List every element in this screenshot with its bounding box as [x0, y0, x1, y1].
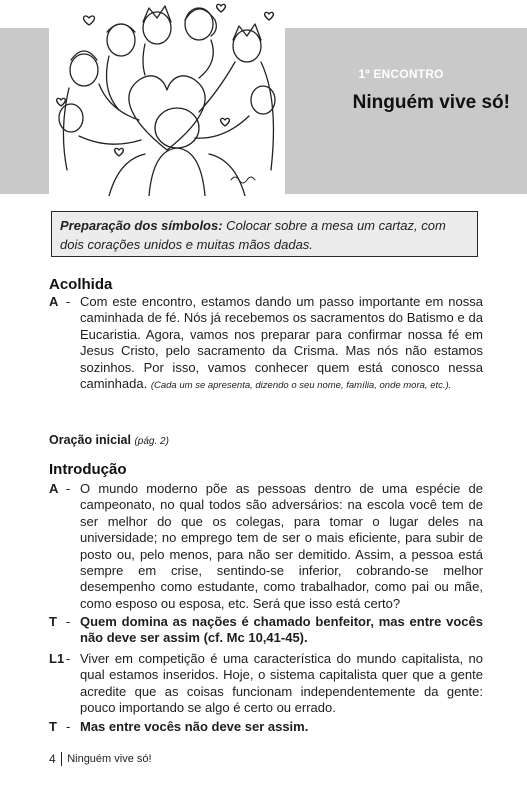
- speaker-dash: -: [66, 294, 71, 309]
- page-footer: [49, 752, 152, 766]
- speaker-label: T: [49, 614, 57, 629]
- acolhida-paragraph: [49, 294, 483, 394]
- item-text: Quem domina as nações é chamado benfeitor, mas entre vocês não deve ser assim (cf. Mc 10,41-45).: [80, 614, 483, 646]
- speaker-label: A: [49, 481, 59, 496]
- oracao-label: Oração inicial: [49, 433, 131, 447]
- footer-title: Ninguém vive só!: [67, 753, 152, 765]
- speaker-dash: -: [66, 651, 71, 666]
- section-heading-introducao: Introdução: [49, 461, 127, 478]
- speaker-label: A: [49, 294, 59, 309]
- acolhida-note: (Cada um se apresenta, dizendo o seu nome, família, onde mora, etc.).: [150, 380, 452, 392]
- encontro-label: 1º ENCONTRO: [358, 67, 444, 81]
- page-number: 4: [49, 752, 56, 766]
- group-hug-illustration: [49, 0, 285, 196]
- preparation-box: [51, 211, 478, 257]
- section-heading-acolhida: Acolhida: [49, 276, 113, 293]
- speaker-dash: -: [66, 481, 71, 496]
- introducao-item: [49, 651, 483, 717]
- speaker-dash: -: [66, 614, 71, 629]
- speaker-dash: -: [66, 719, 71, 734]
- speaker-label: T: [49, 719, 57, 734]
- introducao-item: [49, 719, 483, 735]
- item-text: Viver em competição é uma característica do mundo capitalista, no qual estamos inseridos. Hoje, o sistema capitalista quer que a gente acredite que as coisas funcionam independentemente da gente: pouco importando se algo é certo ou errado.: [80, 651, 483, 716]
- oracao-inicial: [49, 433, 169, 447]
- acolhida-text: Com este encontro, estamos dando um passo importante em nossa caminhada de fé. Nós já recebemos os sacramentos do Batismo e da Eucaristia. Agora, vamos nos preparar para confirmar nossa fé em Jesus Cristo, pelo sacramento da Crisma. Mas nós não estamos sozinhos. Por isso, vamos conhecer quem está conosco nessa caminhada.: [80, 294, 483, 392]
- page-title: Ninguém vive só!: [352, 92, 510, 113]
- preparation-label: Preparação dos símbolos:: [60, 218, 223, 233]
- item-text: Mas entre vocês não deve ser assim.: [80, 719, 309, 734]
- speaker-label: L1: [49, 651, 65, 666]
- footer-divider: [61, 752, 63, 766]
- oracao-page-ref: (pág. 2): [134, 436, 169, 447]
- preparation-text: Colocar sobre a mesa um cartaz, com dois corações unidos e muitas mãos dadas.: [60, 218, 446, 252]
- item-text: O mundo moderno põe as pessoas dentro de uma espécie de campeonato, no qual todos são adversários: na escola você tem de ser melhor do que os colegas, para tomar o lugar deles na universidade; no emprego tem de ser o mais eficiente, para subir de posto ou, pelo menos, para não ser demitido. Assim, a pessoa está sempre em crise, sentindo-se inferior, cobrando-se melhor desempenho como estudante, como trabalhador, como pai ou mãe, como esposo ou esposa, etc. Será que isso está certo?: [80, 481, 483, 611]
- introducao-item: [49, 614, 483, 647]
- introducao-item: [49, 481, 483, 612]
